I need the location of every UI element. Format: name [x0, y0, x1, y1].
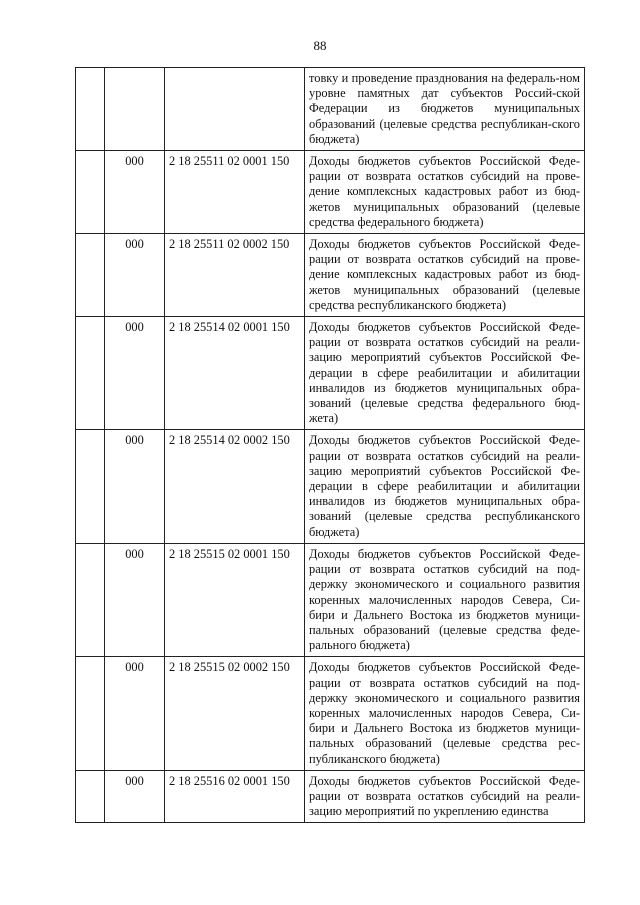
empty-cell — [76, 234, 105, 317]
table-row — [76, 543, 585, 656]
kbk-code-cell: 2 18 25516 02 0001 150 — [165, 770, 305, 823]
empty-cell — [76, 770, 105, 823]
admin-code-cell: 000 — [105, 317, 165, 430]
empty-cell — [76, 68, 105, 151]
empty-cell — [76, 657, 105, 770]
admin-code-cell — [105, 68, 165, 151]
kbk-code-cell: 2 18 25511 02 0002 150 — [165, 234, 305, 317]
description-cell: товку и проведение празднования на федераль-ном уровне памятных дат субъектов Россий-ской Федерации из бюджетов муниципальных образований (целевые средства республикан-ского бюджета) — [305, 68, 585, 151]
description-cell: Доходы бюджетов субъектов Российской Феде-рации от возврата остатков субсидий на реали-зацию мероприятий субъектов Российской Фе-дерации в сфере реабилитации и абилитации инвалидов из бюджетов муниципальных обра-зований (целевые средства федерального бюд-жета) — [305, 317, 585, 430]
empty-cell — [76, 430, 105, 543]
kbk-code-cell: 2 18 25514 02 0002 150 — [165, 430, 305, 543]
description-cell: Доходы бюджетов субъектов Российской Феде-рации от возврата остатков субсидий на под-держку экономического и социального развития коренных малочисленных народов Севера, Си-бири и Дальнего Востока из бюджетов муници-пальных образований (целевые средства рес-публиканского бюджета) — [305, 657, 585, 770]
page-number: 88 — [313, 38, 327, 53]
description-cell: Доходы бюджетов субъектов Российской Феде-рации от возврата остатков субсидий на реали-зацию мероприятий по укреплению единства — [305, 770, 585, 823]
table-row — [76, 430, 585, 543]
kbk-code-cell: 2 18 25515 02 0001 150 — [165, 543, 305, 656]
budget-revenue-table — [75, 67, 585, 823]
table-row — [76, 151, 585, 234]
table-row — [76, 68, 585, 151]
empty-cell — [76, 317, 105, 430]
description-cell: Доходы бюджетов субъектов Российской Феде-рации от возврата остатков субсидий на реали-зацию мероприятий субъектов Российской Фе-дерации в сфере реабилитации и абилитации инвалидов из бюджетов муниципальных обра-зований (целевые средства республиканского бюджета) — [305, 430, 585, 543]
table-row — [76, 770, 585, 823]
empty-cell — [76, 543, 105, 656]
admin-code-cell: 000 — [105, 770, 165, 823]
admin-code-cell: 000 — [105, 657, 165, 770]
admin-code-cell: 000 — [105, 543, 165, 656]
table-row — [76, 657, 585, 770]
admin-code-cell: 000 — [105, 234, 165, 317]
admin-code-cell: 000 — [105, 430, 165, 543]
admin-code-cell: 000 — [105, 151, 165, 234]
table-row — [76, 317, 585, 430]
description-cell: Доходы бюджетов субъектов Российской Феде-рации от возврата остатков субсидий на прове-дение комплексных кадастровых работ из бюд-жетов муниципальных образований (целевые средства федерального бюджета) — [305, 151, 585, 234]
empty-cell — [76, 151, 105, 234]
description-cell: Доходы бюджетов субъектов Российской Феде-рации от возврата остатков субсидий на прове-дение комплексных кадастровых работ из бюд-жетов муниципальных образований (целевые средства республиканского бюджета) — [305, 234, 585, 317]
kbk-code-cell — [165, 68, 305, 151]
kbk-code-cell: 2 18 25515 02 0002 150 — [165, 657, 305, 770]
kbk-code-cell: 2 18 25514 02 0001 150 — [165, 317, 305, 430]
kbk-code-cell: 2 18 25511 02 0001 150 — [165, 151, 305, 234]
description-cell: Доходы бюджетов субъектов Российской Феде-рации от возврата остатков субсидий на под-держку экономического и социального развития коренных малочисленных народов Севера, Си-бири и Дальнего Востока из бюджетов муници-пальных образований (целевые средства феде-рального бюджета) — [305, 543, 585, 656]
table-row — [76, 234, 585, 317]
